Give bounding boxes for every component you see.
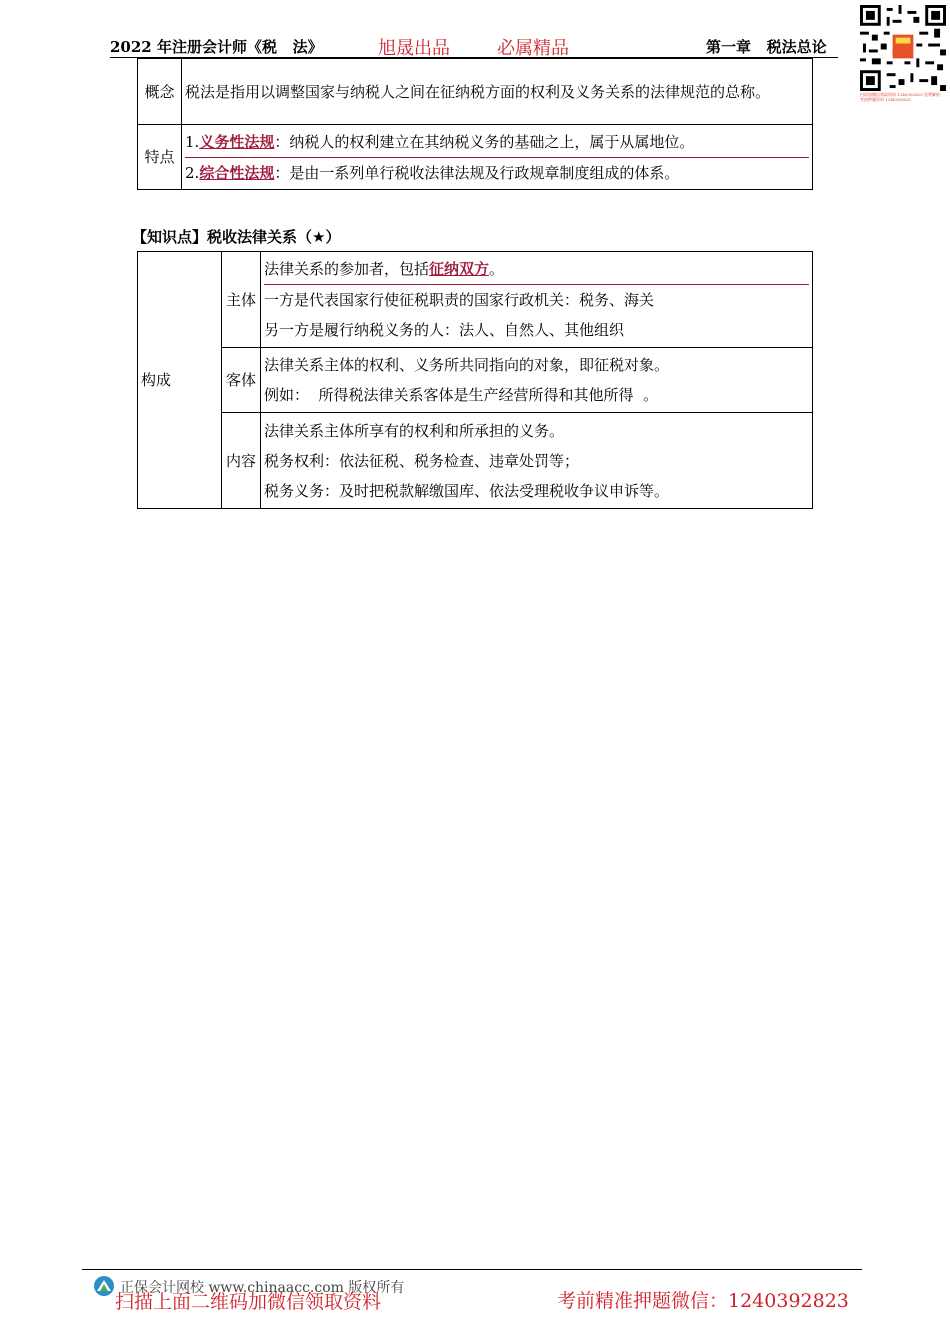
feature-number: 1. [185,132,200,151]
header-doc-title: 2022 年注册会计师《税 法》 [110,38,323,56]
subject-text: 。 [489,260,505,278]
composition-label: 构成 [138,252,222,509]
content-line-1: 法律关系主体所享有的权利和所承担的义务。 [264,421,565,440]
subject-cell [261,252,813,348]
header-chapter: 第一章 税法总论 [706,38,827,56]
content-line-2: 税务权利：依法征税、税务检查、违章处罚等； [264,451,580,470]
header-slogan-2: 必属精品 [497,38,569,59]
section-title: 【知识点】税收法律关系（★） [132,228,341,246]
chinaacc-logo-icon [93,1275,115,1297]
subject-line-3: 另一方是履行纳税义务的人：法人、自然人、其他组织 [264,321,625,339]
subject-text: 法律关系的参加者，包括 [264,260,430,278]
object-label: 客体 [222,348,261,413]
subject-term: 征纳双方 [429,260,490,278]
tax-law-concept-table [137,58,813,190]
feature-term: 义务性法规 [199,132,275,151]
feature-item-2 [185,158,809,188]
object-line-1: 法律关系主体的权利、义务所共同指向的对象，即征税对象。 [264,356,670,374]
feature-desc: ：纳税人的权利建立在其纳税义务的基础之上，属于从属地位。 [274,132,695,151]
feature-item-1 [185,127,809,158]
feature-desc: ：是由一系列单行税收法律法规及行政规章制度组成的体系。 [274,163,680,182]
features-label: 特点 [138,125,182,190]
content-line-3: 税务义务：及时把税款解缴国库、依法受理税收争议申诉等。 [264,481,670,500]
footer-promo-left: 扫描上面二维码加微信领取资料 [115,1291,382,1313]
feature-number: 2. [185,163,200,182]
header-slogan-1: 旭晟出品 [378,38,450,59]
footer-promo-right: 考前精准押题微信：1240392823 [557,1290,849,1312]
feature-term: 综合性法规 [199,163,275,182]
object-line-2: 例如： 所得税法律关系客体是生产经营所得和其他所得 。 [264,386,659,404]
footer-copyright: 正保会计网校 www.chinaacc.com 版权所有 [120,1280,405,1296]
subject-label: 主体 [222,252,261,348]
footer-divider [82,1269,862,1270]
qr-code-icon [860,5,946,91]
content-cell [261,413,813,509]
tax-legal-relation-table [137,251,813,509]
subject-line-2: 一方是代表国家行使征税职责的国家行政机关：税务、海关 [264,291,655,309]
content-label: 内容 [222,413,261,509]
concept-label: 概念 [138,59,182,125]
concept-text: 税法是指用以调整国家与纳税人之间在征纳税方面的权利及义务关系的法律规范的总称。 [182,59,813,125]
features-cell [182,125,813,190]
object-cell [261,348,813,413]
qr-caption: 扫码加微信领取资料 1240392823 免费解析，考前押题资料 1240392823 [860,92,944,102]
subject-line-1 [264,254,809,285]
